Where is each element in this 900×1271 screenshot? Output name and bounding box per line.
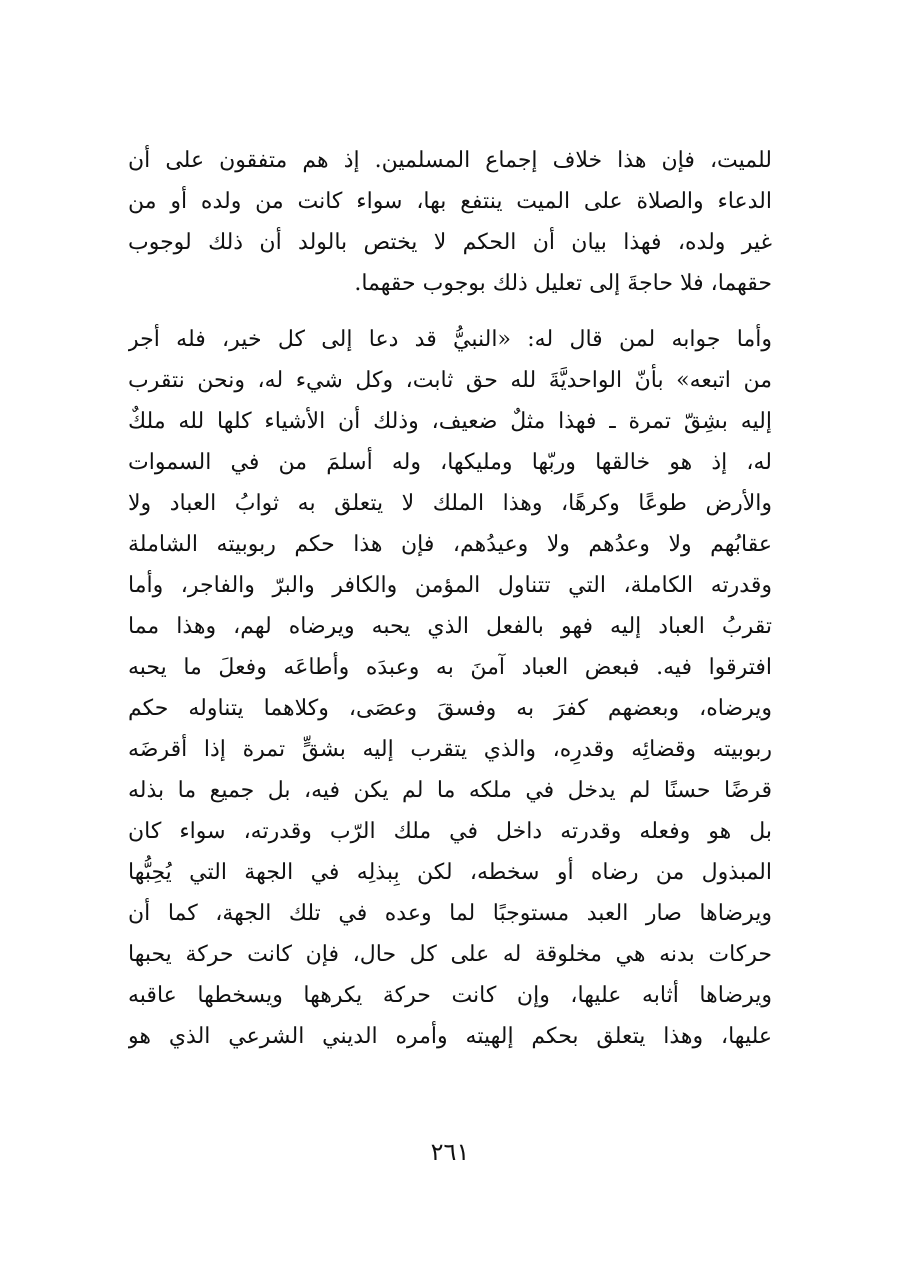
text-line: افترقوا فيه. فبعض العباد آمنَ به وعبدَه وأطاعَه وفعلَ ما يحبه <box>128 655 772 680</box>
paragraph-2 <box>128 319 772 1057</box>
text-line: له، إذ هو خالقها وربّها ومليكها، وله أسلمَ من في السموات <box>128 450 772 475</box>
text-line: وأما جوابه لمن قال له: «النبيُّ قد دعا إلى كل خير، فله أجر <box>128 327 772 352</box>
text-line: ربوبيته وقضائِه وقدرِه، والذي يتقرب إليه بشقٍّ تمرة إذا أقرضَه <box>128 737 772 762</box>
text-line: إليه بشِقّ تمرة ـ فهذا مثلٌ ضعيف، وذلك أن الأشياء كلها لله ملكٌ <box>128 409 772 434</box>
text-line: المبذول من رضاه أو سخطه، لكن بِبذلِه في الجهة التي يُحِبُّها <box>128 860 772 885</box>
text-line: ويرضاها صار العبد مستوجبًا لما وعده في تلك الجهة، كما أن <box>128 901 772 926</box>
text-line: قرضًا حسنًا لم يدخل في ملكه ما لم يكن فيه، بل جميع ما بذله <box>128 778 772 803</box>
page-number: ٢٦١ <box>430 1138 470 1166</box>
text-line: غير ولده، فهذا بيان أن الحكم لا يختص بالولد أن ذلك لوجوب <box>128 230 772 255</box>
text-line: ويرضاها أثابه عليها، وإن كانت حركة يكرهها ويسخطها عاقبه <box>128 983 772 1008</box>
text-line: والأرض طوعًا وكرهًا، وهذا الملك لا يتعلق به ثوابُ العباد ولا <box>128 491 772 516</box>
text-line: حركات بدنه هي مخلوقة له على كل حال، فإن كانت حركة يحبها <box>128 942 772 967</box>
text-line: للميت، فإن هذا خلاف إجماع المسلمين. إذ هم متفقون على أن <box>128 148 772 173</box>
text-line: عليها، وهذا يتعلق بحكم إلهيته وأمره الديني الشرعي الذي هو <box>128 1024 772 1049</box>
text-line: بل هو وفعله وقدرته داخل في ملك الرّب وقدرته، سواء كان <box>128 819 772 844</box>
paragraph-1 <box>128 140 772 304</box>
text-line: من اتبعه» بأنّ الواحديَّةَ لله حق ثابت، وكل شيء له، ونحن نتقرب <box>128 368 772 393</box>
text-line: حقهما، فلا حاجةَ إلى تعليل ذلك بوجوب حقهما. <box>354 271 772 296</box>
text-line: تقربُ العباد إليه فهو بالفعل الذي يحبه ويرضاه لهم، وهذا مما <box>128 614 772 639</box>
text-line: ويرضاه، وبعضهم كفرَ به وفسقَ وعصَى، وكلاهما يتناوله حكم <box>128 696 772 721</box>
text-line: عقابُهم ولا وعدُهم ولا وعيدُهم، فإن هذا حكم ربوبيته الشاملة <box>128 532 772 557</box>
body-text <box>128 140 772 1057</box>
text-line: وقدرته الكاملة، التي تتناول المؤمن والكافر والبرّ والفاجر، وأما <box>128 573 772 598</box>
paragraph-gap <box>128 304 772 319</box>
text-line: الدعاء والصلاة على الميت ينتفع بها، سواء كانت من ولده أو من <box>128 189 772 214</box>
